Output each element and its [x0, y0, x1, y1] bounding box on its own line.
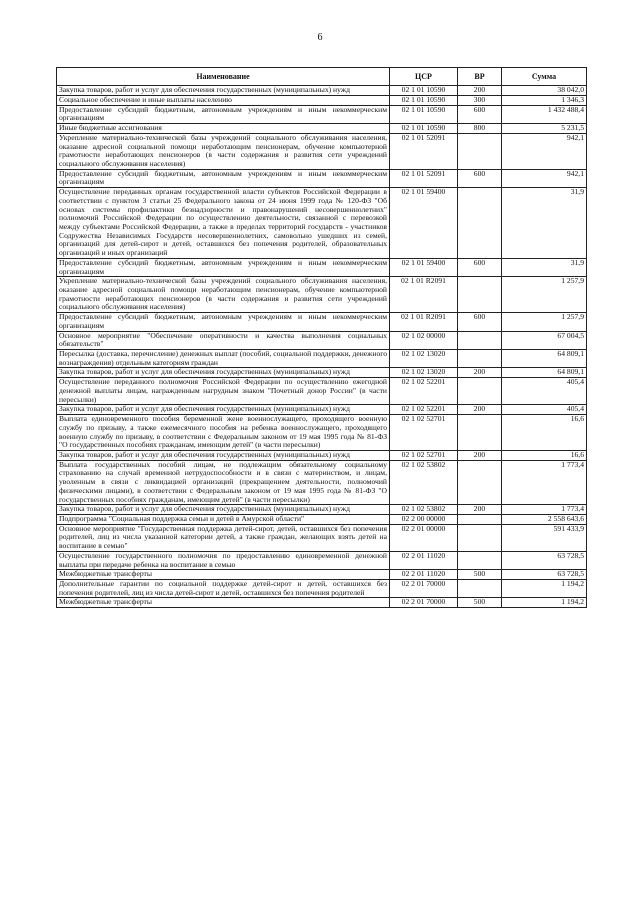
- cell-name: Укрепление материально-технической базы учреждений социального обслуживания населения, оказание адресной социальной помощи неработающим пенсионерам, обучение компьютерной грамотности неработающих пенсионеров (в части содержания и развития сети учреждений социального обслуживания населения): [57, 133, 390, 169]
- header-csr: ЦСР: [390, 68, 458, 86]
- cell-sum: 16,6: [502, 450, 587, 460]
- cell-sum: 64 809,1: [502, 350, 587, 368]
- cell-name: Осуществление переданного полномочия Российской Федерации по осуществлению ежегодной денежной выплаты лицам, награжденным нагрудным знаком "Почетный донор России" (в части пересылки): [57, 378, 390, 405]
- cell-name: Межбюджетные трансферты: [57, 598, 390, 608]
- cell-vr: 200: [458, 505, 502, 515]
- table-row: [57, 415, 587, 451]
- cell-sum: 405,4: [502, 378, 587, 405]
- cell-csr: 02 1 02 53802: [390, 460, 458, 505]
- cell-csr: 02 2 01 11020: [390, 570, 458, 580]
- cell-name: Закупка товаров, работ и услуг для обеспечения государственных (муниципальных) нужд: [57, 505, 390, 515]
- cell-vr: [458, 378, 502, 405]
- cell-vr: 200: [458, 405, 502, 415]
- cell-vr: [458, 580, 502, 598]
- table-row: [57, 331, 587, 349]
- cell-sum: 1 194,2: [502, 580, 587, 598]
- cell-csr: 02 1 02 52201: [390, 378, 458, 405]
- cell-csr: 02 2 01 70000: [390, 580, 458, 598]
- cell-name: Выплата государственных пособий лицам, не подлежащим обязательному социальному страхованию на случай временной нетрудоспособности и в связи с материнством, и лицам, уволенным в связи с ликвидацией организаций (прекращением деятельности, полномочий физическими лицами), в соответствии с Федеральным законом от 19 мая 1995 года № 81-ФЗ "О государственных пособиях гражданам, имеющим детей" (в части пересылки): [57, 460, 390, 505]
- cell-csr: 02 2 00 00000: [390, 514, 458, 524]
- table-row: [57, 188, 587, 259]
- cell-name: Укрепление материально-технической базы учреждений социального обслуживания населения, оказание адресной социальной помощи неработающим пенсионерам, обучение компьютерной грамотности неработающих пенсионеров (в части содержания и развития сети учреждений социального обслуживания населения): [57, 277, 390, 313]
- table-row: [57, 378, 587, 405]
- cell-sum: 64 809,1: [502, 368, 587, 378]
- table-row: [57, 505, 587, 515]
- cell-sum: 405,4: [502, 405, 587, 415]
- cell-name: Предоставление субсидий бюджетным, автономным учреждениям и иным некоммерческим организациям: [57, 169, 390, 187]
- cell-sum: 1 773,4: [502, 505, 587, 515]
- cell-csr: 02 1 01 R2091: [390, 313, 458, 331]
- cell-csr: 02 1 01 R2091: [390, 277, 458, 313]
- page-number: 6: [317, 32, 323, 43]
- table-row: [57, 169, 587, 187]
- cell-vr: 500: [458, 570, 502, 580]
- cell-sum: 38 042,0: [502, 86, 587, 96]
- cell-vr: [458, 415, 502, 451]
- cell-name: Закупка товаров, работ и услуг для обеспечения государственных (муниципальных) нужд: [57, 450, 390, 460]
- cell-vr: [458, 277, 502, 313]
- table-row: [57, 258, 587, 276]
- cell-vr: 200: [458, 368, 502, 378]
- table-row: [57, 277, 587, 313]
- cell-csr: 02 1 02 52701: [390, 450, 458, 460]
- cell-csr: 02 1 01 10590: [390, 86, 458, 96]
- cell-sum: 5 231,5: [502, 124, 587, 134]
- cell-csr: 02 1 02 00000: [390, 331, 458, 349]
- cell-csr: 02 1 01 10590: [390, 105, 458, 123]
- cell-name: Осуществление переданных органам государственной власти субъектов Российской Федерации в соответствии с пунктом 3 статьи 25 Федерального закона от 24 июня 1999 года № 120-ФЗ "Об основах системы профилактики безнадзорности и правонарушений несовершеннолетних" полномочий Российской Федерации по осуществлению деятельности, связанной с перевозкой между субъектами Российской Федерации, а также в пределах территорий государств - участников Содружества Независимых Государств несовершеннолетних, самовольно ушедших из семей, организаций для детей-сирот и детей, оставшихся без попечения родителей, образовательных организаций и иных организаций: [57, 188, 390, 259]
- cell-name: Выплата единовременного пособия беременной жене военнослужащего, проходящего военную службу по призыву, а также ежемесячного пособия на ребенка военнослужащего, проходящего военную службу по призыву, в соответствии с Федеральным законом от 19 мая 1995 года № 81-ФЗ "О государственных пособиях гражданам, имеющим детей" (в части пересылки): [57, 415, 390, 451]
- table-row: [57, 124, 587, 134]
- table-row: [57, 514, 587, 524]
- cell-csr: 02 1 01 52091: [390, 133, 458, 169]
- cell-sum: 1 257,9: [502, 313, 587, 331]
- cell-csr: 02 1 01 59400: [390, 188, 458, 259]
- cell-sum: 1 346,3: [502, 95, 587, 105]
- cell-name: Закупка товаров, работ и услуг для обеспечения государственных (муниципальных) нужд: [57, 405, 390, 415]
- cell-name: Предоставление субсидий бюджетным, автономным учреждениям и иным некоммерческим организациям: [57, 258, 390, 276]
- cell-csr: 02 1 01 10590: [390, 124, 458, 134]
- cell-sum: 1 773,4: [502, 460, 587, 505]
- cell-sum: 942,1: [502, 133, 587, 169]
- header-sum: Сумма: [502, 68, 587, 86]
- cell-sum: 16,6: [502, 415, 587, 451]
- table-row: [57, 313, 587, 331]
- cell-name: Межбюджетные трансферты: [57, 570, 390, 580]
- cell-vr: 200: [458, 450, 502, 460]
- cell-name: Осуществление государственного полномочия по предоставлению единовременной денежной выплаты при передаче ребенка на воспитание в семью: [57, 551, 390, 569]
- budget-table: [56, 67, 587, 608]
- cell-vr: [458, 524, 502, 551]
- cell-sum: 31,9: [502, 258, 587, 276]
- cell-csr: 02 1 01 10590: [390, 95, 458, 105]
- table-row: [57, 105, 587, 123]
- cell-sum: 591 433,9: [502, 524, 587, 551]
- cell-name: Основное мероприятие "Обеспечение оперативности и качества выполнения социальных обязательств": [57, 331, 390, 349]
- table-row: [57, 450, 587, 460]
- cell-vr: [458, 350, 502, 368]
- cell-vr: [458, 188, 502, 259]
- cell-vr: [458, 514, 502, 524]
- table-header-row: [57, 68, 587, 86]
- table-row: [57, 350, 587, 368]
- cell-name: Подпрограмма "Социальная поддержка семьи и детей в Амурской области": [57, 514, 390, 524]
- header-vr: ВР: [458, 68, 502, 86]
- cell-sum: 31,9: [502, 188, 587, 259]
- cell-name: Основное мероприятие "Государственная поддержка детей-сирот, детей, оставшихся без попечения родителей, лиц из числа указанной категории детей, а также граждан, желающих взять детей на воспитание в семью": [57, 524, 390, 551]
- cell-vr: [458, 551, 502, 569]
- table-row: [57, 551, 587, 569]
- cell-csr: 02 1 02 52201: [390, 405, 458, 415]
- cell-sum: 1 194,2: [502, 598, 587, 608]
- cell-csr: 02 1 01 52091: [390, 169, 458, 187]
- table-row: [57, 580, 587, 598]
- cell-name: Иные бюджетные ассигнования: [57, 124, 390, 134]
- cell-name: Пересылка (доставка, перечисление) денежных выплат (пособий, социальной поддержки, денежного вознаграждения) отдельным категориям граждан: [57, 350, 390, 368]
- table-row: [57, 460, 587, 505]
- cell-sum: 63 728,5: [502, 570, 587, 580]
- cell-csr: 02 1 01 59400: [390, 258, 458, 276]
- cell-name: Предоставление субсидий бюджетным, автономным учреждениям и иным некоммерческим организациям: [57, 105, 390, 123]
- cell-csr: 02 2 01 70000: [390, 598, 458, 608]
- cell-name: Предоставление субсидий бюджетным, автономным учреждениям и иным некоммерческим организациям: [57, 313, 390, 331]
- table-row: [57, 86, 587, 96]
- cell-csr: 02 1 02 53802: [390, 505, 458, 515]
- table-row: [57, 133, 587, 169]
- cell-sum: 1 257,9: [502, 277, 587, 313]
- cell-vr: 600: [458, 169, 502, 187]
- cell-sum: 942,1: [502, 169, 587, 187]
- cell-csr: 02 1 02 13020: [390, 368, 458, 378]
- cell-vr: 800: [458, 124, 502, 134]
- cell-vr: [458, 331, 502, 349]
- cell-vr: [458, 133, 502, 169]
- cell-csr: 02 2 01 11020: [390, 551, 458, 569]
- cell-csr: 02 2 01 00000: [390, 524, 458, 551]
- cell-sum: 1 432 488,4: [502, 105, 587, 123]
- cell-sum: 67 004,5: [502, 331, 587, 349]
- cell-name: Закупка товаров, работ и услуг для обеспечения государственных (муниципальных) нужд: [57, 368, 390, 378]
- cell-vr: 300: [458, 95, 502, 105]
- header-name: Наименование: [57, 68, 390, 86]
- cell-vr: [458, 460, 502, 505]
- table-row: [57, 598, 587, 608]
- cell-sum: 2 558 643,6: [502, 514, 587, 524]
- cell-csr: 02 1 02 13020: [390, 350, 458, 368]
- cell-name: Социальное обеспечение и иные выплаты населению: [57, 95, 390, 105]
- cell-csr: 02 1 02 52701: [390, 415, 458, 451]
- cell-name: Дополнительные гарантии по социальной поддержке детей-сирот и детей, оставшихся без попечения родителей, лиц из числа детей-сирот и детей, оставшихся без попечения родителей: [57, 580, 390, 598]
- table-row: [57, 524, 587, 551]
- cell-vr: 200: [458, 86, 502, 96]
- cell-vr: 600: [458, 313, 502, 331]
- cell-name: Закупка товаров, работ и услуг для обеспечения государственных (муниципальных) нужд: [57, 86, 390, 96]
- cell-vr: 600: [458, 258, 502, 276]
- cell-vr: 500: [458, 598, 502, 608]
- table-row: [57, 95, 587, 105]
- cell-vr: 600: [458, 105, 502, 123]
- cell-sum: 63 728,5: [502, 551, 587, 569]
